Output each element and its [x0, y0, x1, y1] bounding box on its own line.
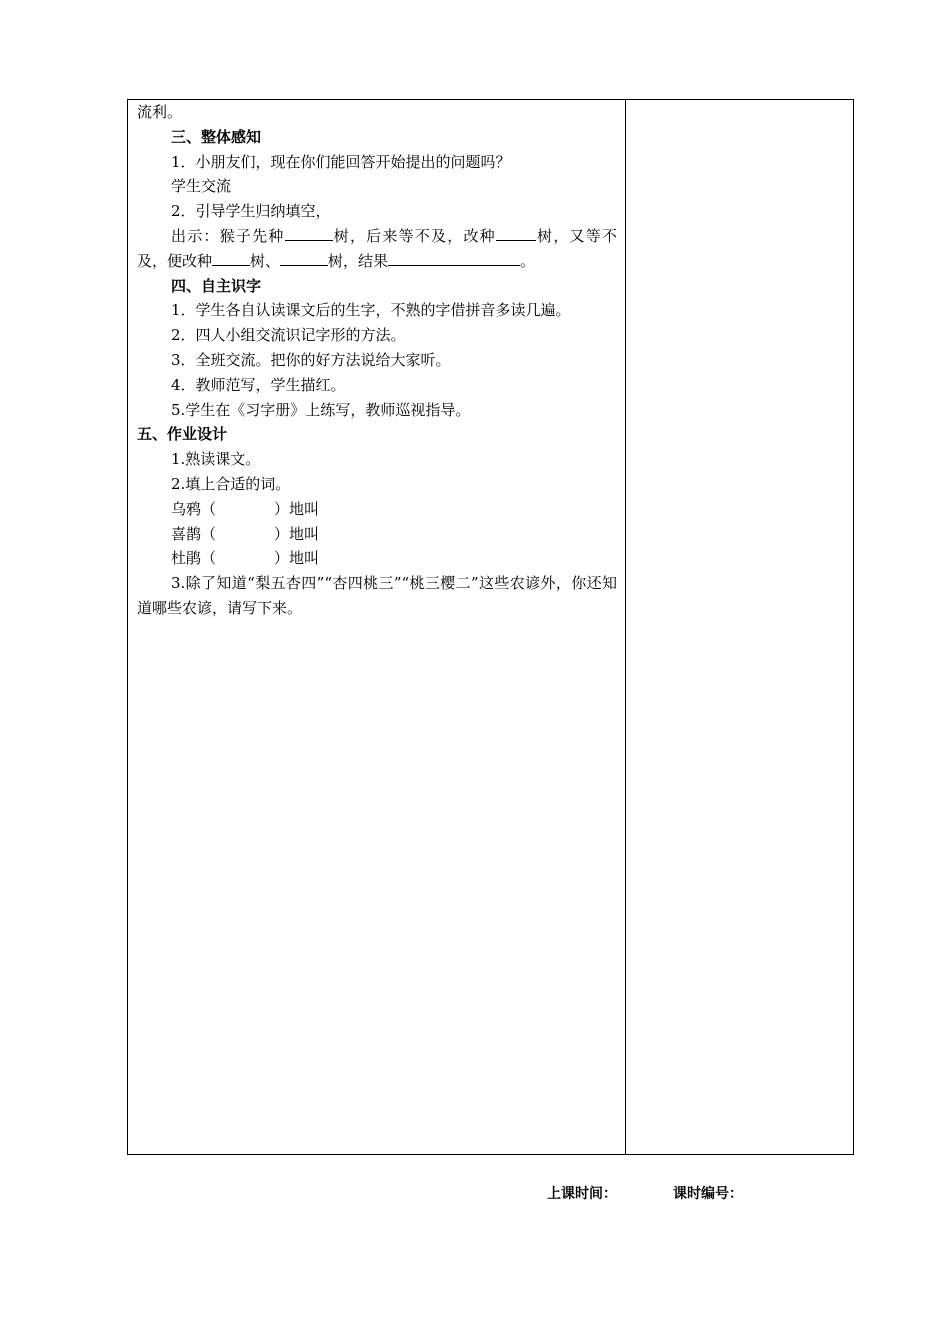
- fill-text: 出示：猴子先种: [171, 226, 285, 245]
- column-divider: [625, 100, 626, 1154]
- fill-text: 树，结果: [328, 251, 389, 270]
- lesson-content-cell: [137, 100, 617, 621]
- text-line: 学生交流: [171, 177, 232, 196]
- text-paragraph: 3.除了知道“梨五杏四”“杏四桃三”“桃三樱二”这些农谚外，你还知道哪些农谚，请写下来。: [137, 574, 617, 617]
- class-time-label: 上课时间：: [547, 1186, 617, 1202]
- fill-blank: [388, 251, 520, 266]
- fill-blank: [212, 251, 250, 266]
- bird-blank-line: [137, 497, 617, 522]
- lesson-plan-table: [127, 99, 854, 1155]
- fill-text: 树，后来等不及，改种: [332, 226, 496, 245]
- text-line: 5.学生在《习字册》上练写，教师巡视指导。: [171, 400, 471, 419]
- fill-text: 。: [520, 251, 536, 270]
- fill-blank: [280, 251, 328, 266]
- text-line: 1.熟读课文。: [171, 450, 261, 469]
- section-heading-4: 四、自主识字: [171, 276, 262, 295]
- text-line: 1．学生各自认读课文后的生字，不熟的字借拼音多读几遍。: [171, 301, 571, 320]
- bird-text: 杜鹃（: [171, 549, 217, 568]
- text-line: 流利。: [137, 103, 183, 121]
- bird-blank-line: [137, 546, 617, 571]
- fill-text: 及，便改种: [137, 251, 213, 270]
- fill-text: 树、: [250, 251, 281, 270]
- bird-text: 乌鸦（: [171, 499, 217, 518]
- text-line: 2．引导学生归纳填空，: [171, 202, 331, 221]
- bird-text: 喜鹊（: [171, 524, 217, 543]
- text-line: 1．小朋友们，现在你们能回答开始提出的问题吗？: [171, 152, 511, 171]
- bird-blank-line: [137, 522, 617, 547]
- text-line: 2．四人小组交流识记字形的方法。: [171, 326, 406, 345]
- bird-text: ）地叫: [274, 524, 320, 543]
- section-heading-5: 五、作业设计: [137, 425, 228, 444]
- fill-blank: [496, 226, 536, 241]
- section-heading-3: 三、整体感知: [171, 127, 262, 146]
- text-line: 2.填上合适的词。: [171, 474, 291, 493]
- fill-text: 树，又等不: [535, 226, 617, 245]
- lesson-number-label: 课时编号：: [673, 1186, 743, 1202]
- fill-in-paragraph: [137, 224, 617, 274]
- text-line: 4．教师范写，学生描红。: [171, 375, 346, 394]
- bird-text: ）地叫: [274, 499, 320, 518]
- fill-blank: [285, 226, 333, 241]
- bird-text: ）地叫: [274, 549, 320, 568]
- text-line: 3．全班交流。把你的好方法说给大家听。: [171, 350, 451, 369]
